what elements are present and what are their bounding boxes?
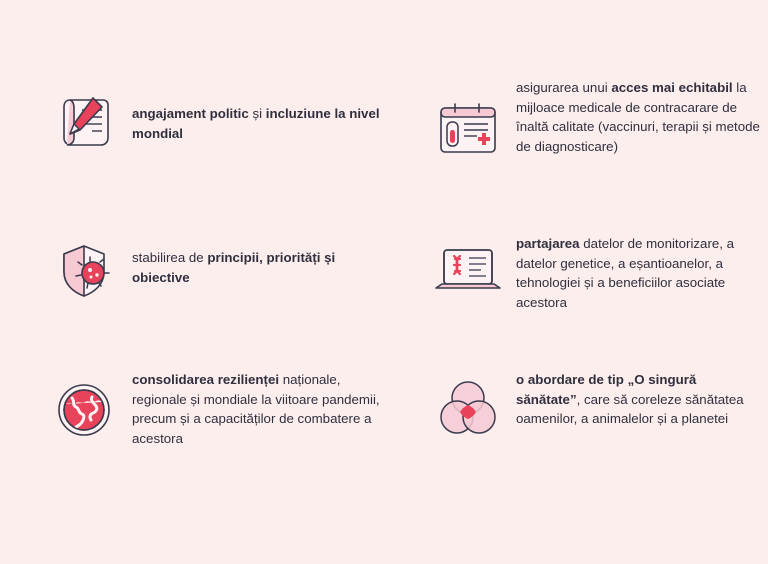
item-data-sharing bbox=[420, 226, 768, 366]
item-political-commitment bbox=[36, 78, 408, 226]
scroll-pen-icon bbox=[36, 78, 132, 154]
item-principles-priorities bbox=[36, 226, 408, 366]
item-text: consolidarea rezilienței naționale, regionale și mondiale la viitoare pandemii, precum și a capacităților de combatere a acestora bbox=[132, 372, 380, 446]
item-text: o abordare de tip „O singură sănătate”, care să coreleze sănătatea oamenilor, a animalelor și a planetei bbox=[516, 372, 744, 427]
item-resilience bbox=[36, 366, 408, 496]
item-text: partajarea datelor de monitorizare, a datelor genetice, a eșantioanelor, a tehnologiei și a beneficiilor asociate acestora bbox=[516, 236, 735, 310]
item-equitable-access bbox=[420, 78, 768, 226]
globe-icon bbox=[36, 366, 132, 442]
item-text: angajament politic și incluziune la nivel mondial bbox=[132, 106, 380, 141]
laptop-dna-icon bbox=[420, 226, 516, 302]
item-one-health bbox=[420, 366, 768, 496]
medical-record-icon bbox=[420, 78, 516, 164]
venn-diagram-icon bbox=[420, 366, 516, 444]
shield-virus-icon bbox=[36, 226, 132, 302]
items-grid bbox=[36, 78, 760, 496]
item-text: stabilirea de principii, priorități și obiective bbox=[132, 250, 336, 285]
item-text: asigurarea unui acces mai echitabil la mijloace medicale de contracarare de înaltă calitate (vaccinuri, terapii și metode de diagnosticare) bbox=[516, 80, 760, 154]
